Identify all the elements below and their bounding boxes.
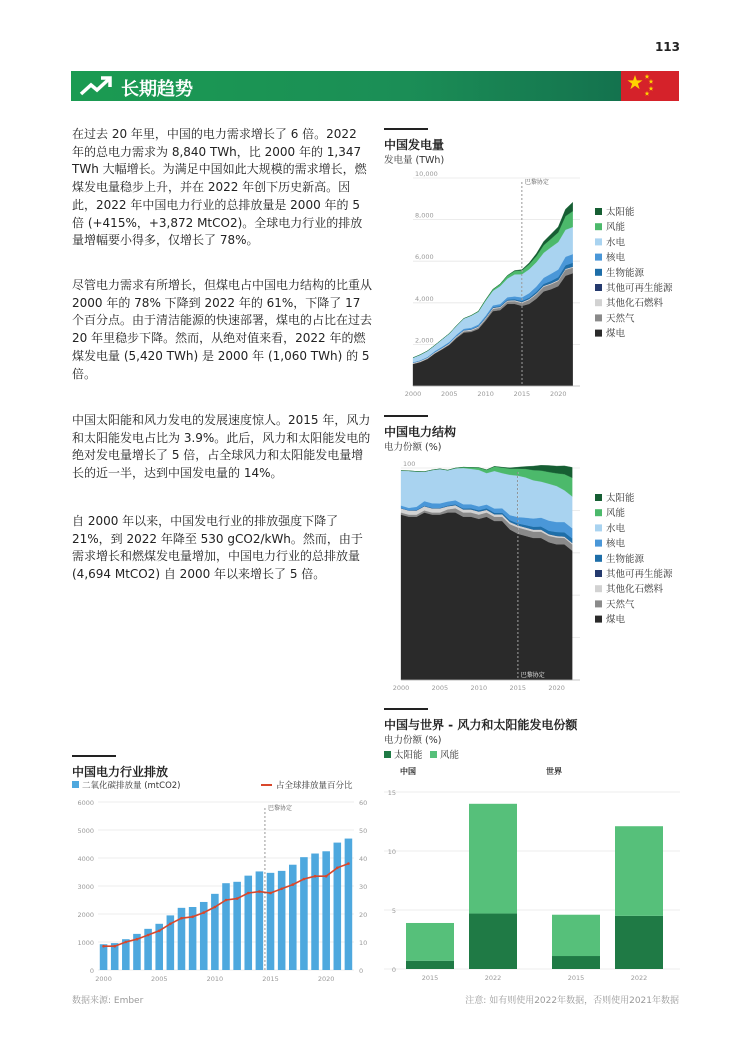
y-tick-label: 1000 [77,939,94,947]
mix-chart-ylabel: 电力份额 (%) [384,442,442,453]
legend-label: 风能 [606,508,626,520]
legend-label: 其他化石燃料 [606,584,664,596]
legend-label: 生物能源 [606,267,645,279]
y2-tick-label: 20 [359,911,368,919]
global-share-point [214,906,217,909]
paris-agreement-label: 巴黎协定 [524,179,549,186]
legend-swatch [430,751,437,758]
paragraph-wind-solar: 中国太阳能和风力发电的发展速度惊人。2015 年，风力和太阳能发电占比为 3.9%。此后，风力和太阳能发电的绝对发电量增长了 5 倍，占全球风力和太阳能发电量增长的近一半，达到中国发电量的 14%。 [72,413,371,481]
bar-风能 [406,923,454,961]
bar-风能 [469,804,517,914]
bar-太阳能 [552,956,600,969]
paragraph-coal-share: 尽管电力需求有所增长，但煤电占中国电力结构的比重从 2000 年的 78% 下降到 2022 年的 61%，下降了 17 个百分点。由于清洁能源的快速部署，煤电的占比在过去 20 年里稳步下降。然而，从绝对值来看，2022 年的燃煤发电量 (5,420 TWh) 是 2000 年 (1,060 TWh) 的 5 倍。 [72,278,373,381]
y-tick-label: 100 [403,460,416,468]
global-share-point [225,899,228,902]
global-share-point [303,878,306,881]
global-share-point [280,888,283,891]
legend-label: 占全球排放量百分比 [276,781,353,791]
y-tick-label: 10 [387,848,396,856]
x-tick-label: 2020 [317,975,335,983]
global-share-point [113,945,116,948]
legend-swatch [595,540,602,547]
legend-label: 核电 [606,252,626,264]
legend-swatch [595,269,602,276]
section-title: 长期趋势 [121,79,193,100]
x-tick-label: 2000 [392,684,410,692]
data-source: 数据来源: Ember [72,996,144,1006]
global-share-point [247,892,250,895]
section-banner [71,71,679,101]
bar-太阳能 [469,914,517,969]
paragraph-demand: 在过去 20 年里，中国的电力需求增长了 6 倍。2022 年的总电力需求为 8,840 TWh，比 2000 年的 1,347 TWh 大幅增长。为满足中国如此大规模的需求增长，燃煤发电量稳步上升，并在 2022 年创下历史新高。因此，2022 年中国电力行业的总排放量是 2000 年的 5 倍 (+415%，+3,872 MtCO2)。全球电力行业的排放量增幅要小得多，仅增长了 78%。 [72,127,367,248]
emission-bar [334,843,342,970]
y-tick-label: 2,000 [415,336,434,345]
legend-label: 其他可再生能源 [606,283,673,294]
legend-swatch [384,751,391,758]
paris-agreement-label: 巴黎协定 [267,805,292,812]
y-tick-label: 8,000 [415,211,434,220]
global-share-point [180,917,183,920]
emission-bar [256,871,264,970]
legend-swatch [595,254,602,261]
world-chart [380,745,680,985]
emission-bar [267,873,275,970]
china-flag-icon [621,71,679,101]
x-tick-label: 2010 [470,684,488,692]
y-tick-label: 6,000 [415,253,434,262]
legend-swatch [595,509,602,516]
y-tick-label: 15 [387,789,396,797]
group-label: 世界 [546,767,562,776]
legend-swatch [595,585,602,592]
y2-tick-label: 40 [359,855,368,863]
global-share-point [125,941,128,944]
chart-title-rule [384,128,428,130]
paris-agreement-label: 巴黎协定 [520,672,545,679]
y-tick-label: 6000 [77,799,94,807]
x-tick-label: 2000 [404,390,422,398]
legend-label: 天然气 [606,313,635,325]
x-tick-label: 2000 [95,975,112,983]
world-chart-ylabel: 电力份额 (%) [384,735,442,746]
global-share-point [136,938,139,941]
global-share-point [347,862,350,865]
global-share-point [147,934,150,937]
group-label: 中国 [400,767,416,776]
global-share-point [269,892,272,895]
x-tick-label: 2010 [477,390,494,398]
global-share-point [191,916,194,919]
global-share-point [202,911,205,914]
chart-title-rule [384,708,428,710]
y-tick-label: 5000 [77,827,94,835]
emission-bar [289,865,297,970]
bar-风能 [552,915,600,956]
legend-label: 煤电 [606,614,626,626]
bar-太阳能 [406,961,454,969]
legend-label: 太阳能 [606,493,635,504]
legend-label: 煤电 [606,328,626,340]
legend-swatch [595,524,602,531]
y-tick-label: 3000 [77,883,94,891]
x-tick-label: 2005 [441,390,458,398]
trend-up-icon [79,74,115,98]
legend-swatch [595,299,602,306]
global-share-point [169,923,172,926]
page-number: 113 [654,40,680,54]
legend-label: 二氧化碳排放量 (mtCO2) [82,781,181,791]
legend-label: 天然气 [606,599,635,611]
legend-swatch [595,616,602,623]
chart-title-rule [72,755,116,757]
legend-swatch [595,555,602,562]
global-share-point [325,875,328,878]
y2-tick-label: 10 [359,939,368,947]
global-share-point [314,875,317,878]
mix-chart [380,458,680,698]
world-chart-title: 中国与世界 - 风力和太阳能发电份额 [384,718,578,732]
legend-swatch [595,314,602,321]
y-tick-label: 0 [391,966,396,974]
y-tick-label: 0 [89,967,94,975]
legend-swatch [595,238,602,245]
emission-bar [311,854,319,970]
emissions-chart-title: 中国电力行业排放 [72,765,169,779]
y-tick-label: 5 [391,907,396,915]
legend-swatch [595,284,602,291]
x-tick-label: 2020 [548,684,565,692]
paragraph-emissions: 自 2000 年以来，中国发电行业的排放强度下降了 21%，到 2022 年降至 530 gCO2/kWh。然而，由于需求增长和燃煤发电量增加，中国电力行业的总排放量 (4,694 MtCO2) 自 2000 年以来增长了 5 倍。 [72,514,363,582]
y2-tick-label: 30 [359,883,368,891]
y-tick-label: 4000 [77,855,94,863]
generation-chart [380,168,680,403]
bar-风能 [615,826,663,916]
y-tick-label: 2000 [77,911,94,919]
emission-bar [345,839,353,970]
x-tick-label: 2015 [509,684,527,692]
legend-swatch [595,570,602,577]
legend-label: 其他可再生能源 [606,569,673,580]
legend-label: 生物能源 [606,553,645,565]
mix-chart-title: 中国电力结构 [384,425,457,439]
global-share-point [236,897,239,900]
y-tick-label: 10,000 [415,170,438,178]
legend-label: 其他化石燃料 [606,298,664,310]
global-share-point [102,945,105,948]
generation-chart-ylabel: 发电量 (TWh) [384,155,445,166]
x-tick-label: 2015 [513,390,531,398]
x-tick-label: 2020 [549,390,567,398]
y2-tick-label: 50 [359,827,368,835]
legend-swatch [72,781,79,788]
x-tick-label: 2015 [421,974,439,982]
global-share-point [258,890,261,893]
legend-swatch [595,494,602,501]
x-tick-label: 2005 [150,975,168,983]
legend-swatch [595,600,602,607]
legend-swatch [595,208,602,215]
legend-label: 太阳能 [606,207,635,218]
data-note: 注意: 如有则使用2022年数据，否则使用2021年数据 [465,996,679,1006]
global-share-point [158,930,161,933]
y-tick-label: 4,000 [415,294,434,303]
x-tick-label: 2015 [262,975,279,983]
y2-tick-label: 0 [359,967,364,975]
y2-tick-label: 60 [359,799,368,807]
legend-label: 风能 [606,222,626,234]
emission-bar [244,876,252,970]
emissions-chart [68,778,373,988]
global-share-point [291,883,294,886]
x-tick-label: 2005 [431,684,449,692]
legend-label: 水电 [606,523,626,535]
x-tick-label: 2015 [567,974,585,982]
global-share-point [336,867,339,870]
x-tick-label: 2022 [630,974,648,982]
legend-label: 水电 [606,237,626,249]
x-tick-label: 2010 [206,975,224,983]
x-tick-label: 2022 [484,974,502,982]
emission-bar [278,871,286,970]
emission-bar [322,851,330,970]
chart-title-rule [384,415,428,417]
legend-label: 核电 [606,538,626,550]
generation-chart-title: 中国发电量 [384,138,445,152]
emission-bar [300,857,308,970]
emission-bar [233,882,241,970]
emission-bar [222,883,230,970]
bar-太阳能 [615,916,663,969]
legend-label: 风能 [440,750,460,761]
emission-bar [100,944,108,970]
legend-label: 太阳能 [394,750,423,761]
legend-swatch [595,330,602,337]
legend-swatch [595,223,602,230]
